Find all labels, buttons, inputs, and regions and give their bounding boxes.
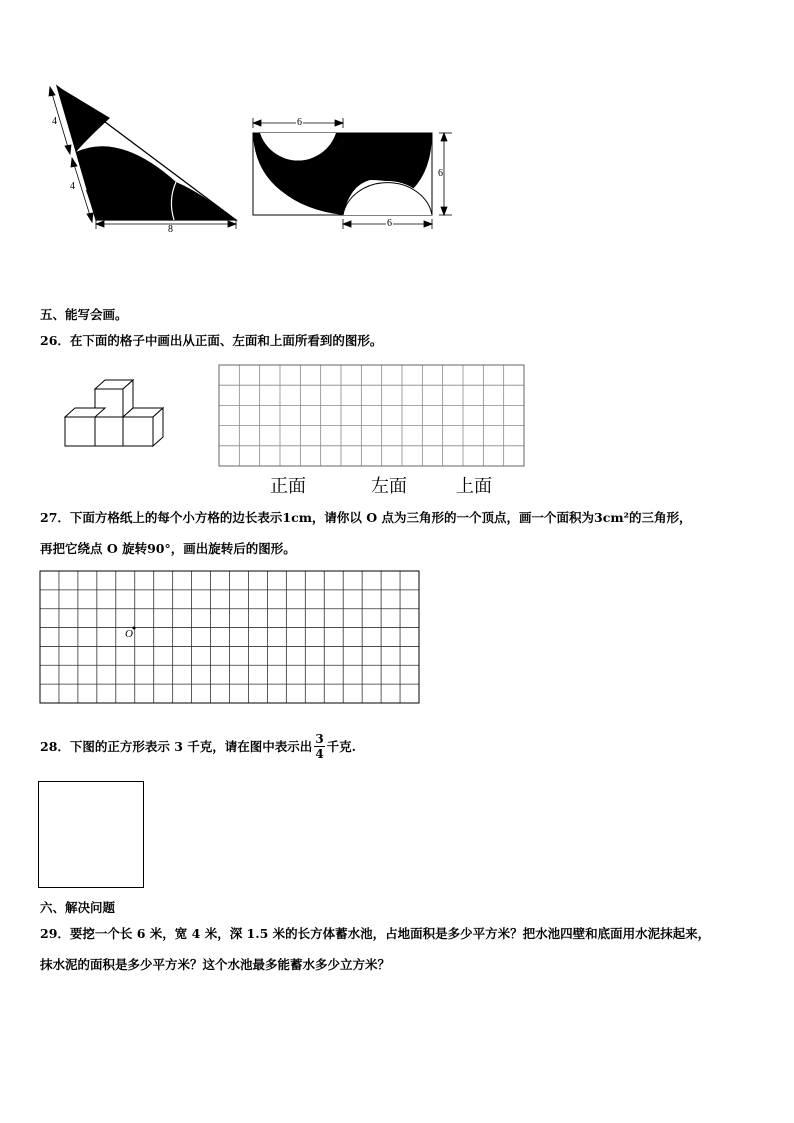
q28-fraction-denominator: 4	[315, 747, 324, 761]
q27-line1: 27．下面方格纸上的每个小方格的边长表示1cm，请你以 O 点为三角形的一个顶点，画一个面积为3cm²的三角形，	[40, 510, 692, 525]
q28-square	[38, 781, 144, 888]
q29-line2: 抹水泥的面积是多少平方米？这个水池最多能蓄水多少立方米？	[40, 957, 391, 972]
section5-title: 五、能写会画。	[40, 307, 128, 322]
triangle-base-label: 8	[168, 224, 173, 235]
rectangle-right-label: 6	[438, 168, 443, 179]
q27-line2: 再把它绕点 O 旋转90°，画出旋转后的图形。	[40, 541, 296, 556]
rectangle-bottom-label: 6	[387, 218, 392, 229]
rectangle-top-label: 6	[297, 117, 302, 128]
triangle-side-top-label: 4	[52, 116, 57, 127]
q28-text	[40, 733, 356, 762]
section6-title: 六、解决问题	[40, 900, 116, 915]
q28-fraction	[314, 732, 324, 761]
q26-text: 26．在下面的格子中画出从正面、左面和上面所看到的图形。	[40, 333, 383, 348]
q28-text-before: 28．下图的正方形表示 3 千克，请在图中表示出	[40, 739, 313, 755]
q29-line1: 29．要挖一个长 6 米，宽 4 米，深 1.5 米的长方体蓄水池，占地面积是多少平方米？把水池四壁和底面用水泥抹起来，	[40, 926, 711, 941]
triangle-side-bottom-label: 4	[70, 181, 75, 192]
view-label-top: 上面	[456, 476, 492, 497]
q28-text-after: 千克.	[326, 739, 357, 755]
view-label-front: 正面	[270, 476, 306, 497]
view-label-left: 左面	[371, 476, 407, 497]
q28-fraction-numerator: 3	[315, 732, 324, 746]
point-o-label: O	[125, 628, 133, 640]
